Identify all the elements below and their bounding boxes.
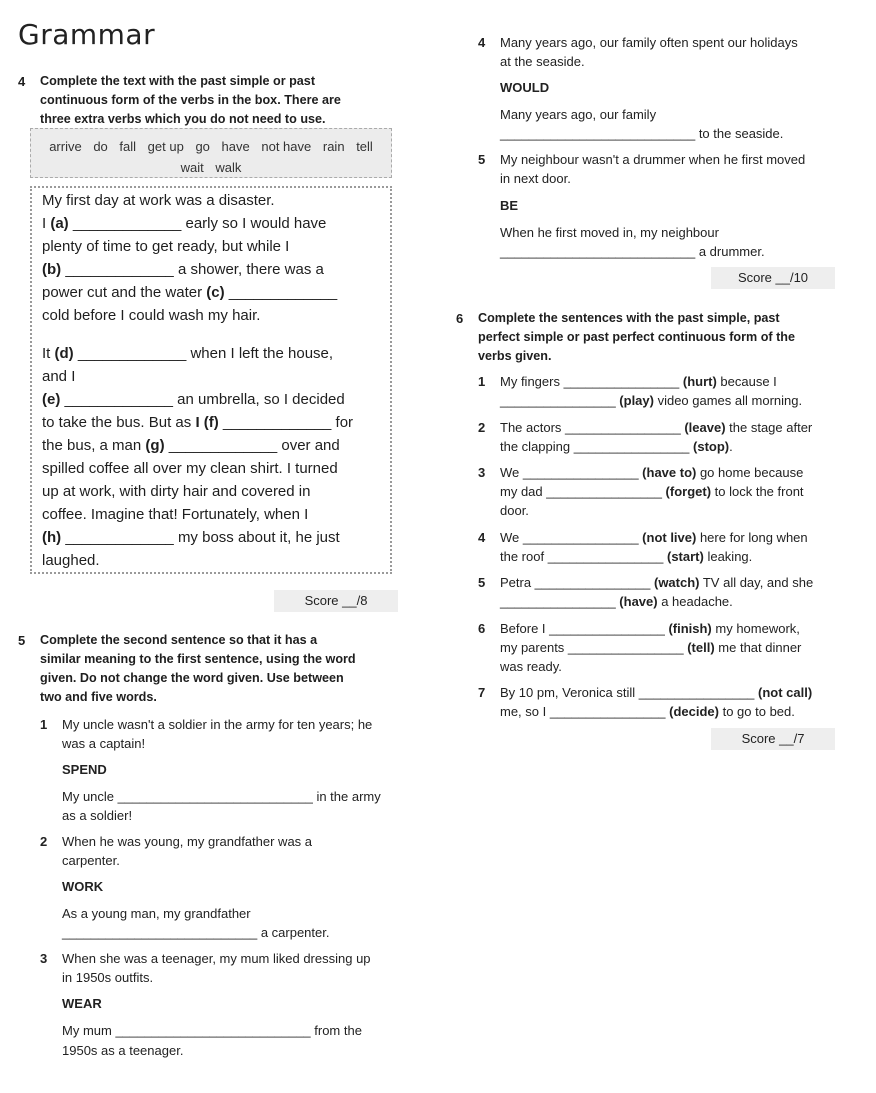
item-number: 2 (478, 420, 486, 435)
word: have (221, 139, 250, 154)
story-line (42, 261, 324, 278)
sentence-line (500, 575, 813, 590)
sentence-line (500, 465, 803, 480)
text-segment: spilled coffee all over my clean shirt. I turned (42, 460, 338, 477)
text-segment: to take the bus. But as (42, 414, 196, 431)
answer-line: ___________________________ a drummer. (500, 244, 765, 259)
bold-segment: (stop) (693, 439, 730, 454)
text-segment: _____________ over and (164, 437, 340, 454)
bold-segment: (not call) (758, 685, 813, 700)
item-number: 4 (478, 530, 486, 545)
bold-segment: I (f) (195, 414, 219, 431)
text-segment: . (729, 439, 733, 454)
prompt-line: My neighbour wasn't a drummer when he first moved (500, 152, 806, 167)
story-text-box (30, 186, 392, 574)
word: fall (119, 139, 137, 154)
bold-segment: (start) (667, 549, 704, 564)
text-segment: TV all day, and she (699, 575, 814, 590)
key-word: WOULD (500, 80, 550, 95)
bold-segment: (e) (42, 391, 61, 408)
text-segment: leaking. (703, 549, 753, 564)
key-word: SPEND (62, 762, 107, 777)
key-word: BE (500, 198, 519, 213)
text-segment: plenty of time to get ready, but while I (42, 238, 290, 255)
word-row (31, 157, 391, 178)
bold-segment: (a) (50, 215, 69, 232)
word: walk (215, 160, 242, 175)
text-segment: because I (716, 374, 777, 389)
sentence-line (500, 704, 795, 719)
item-number: 5 (478, 575, 486, 590)
text-segment: We ________________ (500, 465, 643, 480)
story-line (42, 552, 100, 569)
bold-segment: (leave) (684, 420, 726, 435)
sentence-line (500, 439, 733, 454)
text-segment: up at work, with dirty hair and covered in (42, 483, 311, 500)
prompt-line: in 1950s outfits. (62, 970, 154, 985)
text-segment: coffee. Imagine that! Fortunately, when I (42, 506, 309, 523)
exercise-5-instructions (40, 631, 356, 707)
bold-segment: (hurt) (682, 374, 717, 389)
text-segment: the clapping ________________ (500, 439, 694, 454)
story-line (42, 391, 345, 408)
text-segment: the bus, a man (42, 437, 146, 454)
story-line (42, 414, 353, 431)
instruction-line: two and five words. (40, 690, 157, 704)
word: not have (261, 139, 312, 154)
text-segment: here for long when (696, 530, 808, 545)
bold-segment: (have to) (642, 465, 697, 480)
text-segment: a headache. (657, 594, 733, 609)
answer-line: 1950s as a teenager. (62, 1043, 184, 1058)
text-segment: _____________ (224, 284, 338, 301)
prompt-line: at the seaside. (500, 54, 585, 69)
text-segment: was ready. (500, 659, 562, 674)
text-segment: I (42, 215, 51, 232)
text-segment: _____________ a shower, there was a (61, 261, 324, 278)
key-word: WORK (62, 879, 104, 894)
story-line (42, 238, 289, 255)
word: do (93, 139, 108, 154)
bold-segment: (forget) (665, 484, 712, 499)
bold-segment: (b) (42, 261, 62, 278)
sentence-line (500, 621, 800, 636)
prompt-line: When he was young, my grandfather was a (62, 834, 313, 849)
instruction-line: continuous form of the verbs in the box. There are (40, 93, 341, 107)
text-segment: laughed. (42, 552, 100, 569)
bold-segment: (watch) (653, 575, 700, 590)
text-segment: my dad ________________ (500, 484, 666, 499)
prompt-line: Many years ago, our family often spent our holidays (500, 35, 798, 50)
story-line (42, 460, 338, 477)
score-box: Score __/7 (711, 728, 835, 750)
sentence-line (500, 503, 529, 518)
story-line (42, 307, 260, 324)
sentence-line (500, 659, 562, 674)
sentence-line (500, 530, 808, 545)
exercise-6-instructions (478, 309, 795, 366)
answer-line: Many years ago, our family (500, 107, 657, 122)
word: arrive (49, 139, 82, 154)
word: tell (356, 139, 373, 154)
prompt-line: carpenter. (62, 853, 120, 868)
score-box: Score __/10 (711, 267, 835, 289)
word: get up (147, 139, 184, 154)
bold-segment: (not live) (642, 530, 697, 545)
item-number: 2 (40, 834, 48, 849)
text-segment: My first day at work was a disaster. (42, 192, 275, 209)
answer-line: When he first moved in, my neighbour (500, 225, 719, 240)
story-line (42, 437, 340, 454)
instruction-line: Complete the second sentence so that it has a (40, 633, 318, 647)
verb-word-box (30, 128, 392, 178)
story-line (42, 368, 75, 385)
bold-segment: (have) (619, 594, 658, 609)
instruction-line: Complete the text with the past simple or past (40, 74, 316, 88)
text-segment: _____________ when I left the house, (73, 345, 334, 362)
bold-segment: (finish) (668, 621, 712, 636)
answer-line: ___________________________ to the seaside. (500, 126, 784, 141)
sentence-line (500, 420, 812, 435)
text-segment: door. (500, 503, 529, 518)
text-segment: my homework, (711, 621, 800, 636)
bold-segment: (h) (42, 529, 62, 546)
score-box: Score __/8 (274, 590, 398, 612)
word: rain (322, 139, 345, 154)
text-segment: By 10 pm, Veronica still ________________ (500, 685, 759, 700)
text-segment: It (42, 345, 55, 362)
text-segment: me, so I ________________ (500, 704, 670, 719)
text-segment: video games all morning. (653, 393, 803, 408)
sentence-line (500, 594, 733, 609)
answer-line: My mum ___________________________ from the (62, 1023, 362, 1038)
sentence-line (500, 374, 777, 389)
item-number: 4 (478, 35, 486, 50)
story-line (42, 529, 340, 546)
text-segment: _____________ for (218, 414, 354, 431)
prompt-line: was a captain! (62, 736, 146, 751)
text-segment: We ________________ (500, 530, 643, 545)
instruction-line: similar meaning to the first sentence, using the word (40, 652, 356, 666)
sentence-line (500, 549, 752, 564)
text-segment: go home because (696, 465, 804, 480)
story-line (42, 284, 337, 301)
answer-line: as a soldier! (62, 808, 133, 823)
page-title: Grammar (18, 18, 156, 51)
bold-segment: (tell) (687, 640, 715, 655)
text-segment: _____________ my boss about it, he just (61, 529, 340, 546)
answer-line: ___________________________ a carpenter. (62, 925, 330, 940)
text-segment: _____________ early so I would have (68, 215, 327, 232)
instruction-line: verbs given. (478, 349, 552, 363)
prompt-line: My uncle wasn't a soldier in the army for ten years; he (62, 717, 373, 732)
instruction-line: perfect simple or past perfect continuous form of the (478, 330, 795, 344)
instruction-line: Complete the sentences with the past simple, past (478, 311, 780, 325)
text-segment: cold before I could wash my hair. (42, 307, 261, 324)
text-segment: me that dinner (714, 640, 802, 655)
instruction-line: three extra verbs which you do not need to use. (40, 112, 326, 126)
story-line (42, 506, 308, 523)
item-number: 7 (478, 685, 486, 700)
bold-segment: (c) (206, 284, 225, 301)
text-segment: The actors ________________ (500, 420, 685, 435)
text-segment: to lock the front (711, 484, 804, 499)
item-number: 3 (478, 465, 486, 480)
text-segment: and I (42, 368, 76, 385)
exercise-4-number: 4 (18, 74, 26, 89)
item-number: 5 (478, 152, 486, 167)
bold-segment: (play) (619, 393, 654, 408)
text-segment: ________________ (500, 393, 620, 408)
exercise-4-instructions (40, 72, 341, 129)
text-segment: Before I ________________ (500, 621, 669, 636)
text-segment: Petra ________________ (500, 575, 654, 590)
item-number: 6 (478, 621, 486, 636)
word: wait (180, 160, 204, 175)
answer-line: As a young man, my grandfather (62, 906, 251, 921)
bold-segment: (g) (145, 437, 165, 454)
sentence-line (500, 640, 801, 655)
sentence-line (500, 685, 812, 700)
instruction-line: given. Do not change the word given. Use between (40, 671, 344, 685)
text-segment: to go to bed. (718, 704, 795, 719)
exercise-5-number: 5 (18, 633, 26, 648)
text-segment: _____________ an umbrella, so I decided (60, 391, 345, 408)
text-segment: the stage after (725, 420, 813, 435)
story-line (42, 215, 326, 232)
prompt-line: in next door. (500, 171, 571, 186)
story-line (42, 345, 333, 362)
item-number: 1 (40, 717, 48, 732)
word: go (195, 139, 210, 154)
text-segment: ________________ (500, 594, 620, 609)
answer-line: My uncle ___________________________ in the army (62, 789, 381, 804)
text-segment: the roof ________________ (500, 549, 667, 564)
text-segment: power cut and the water (42, 284, 207, 301)
exercise-6-number: 6 (456, 311, 464, 326)
key-word: WEAR (62, 996, 102, 1011)
text-segment: My fingers ________________ (500, 374, 683, 389)
sentence-line (500, 393, 802, 408)
sentence-line (500, 484, 804, 499)
story-line (42, 192, 275, 209)
item-number: 3 (40, 951, 48, 966)
item-number: 1 (478, 374, 486, 389)
bold-segment: (d) (54, 345, 74, 362)
word-row (31, 136, 391, 157)
bold-segment: (decide) (669, 704, 719, 719)
prompt-line: When she was a teenager, my mum liked dressing up (62, 951, 371, 966)
story-line (42, 483, 310, 500)
text-segment: my parents ________________ (500, 640, 688, 655)
